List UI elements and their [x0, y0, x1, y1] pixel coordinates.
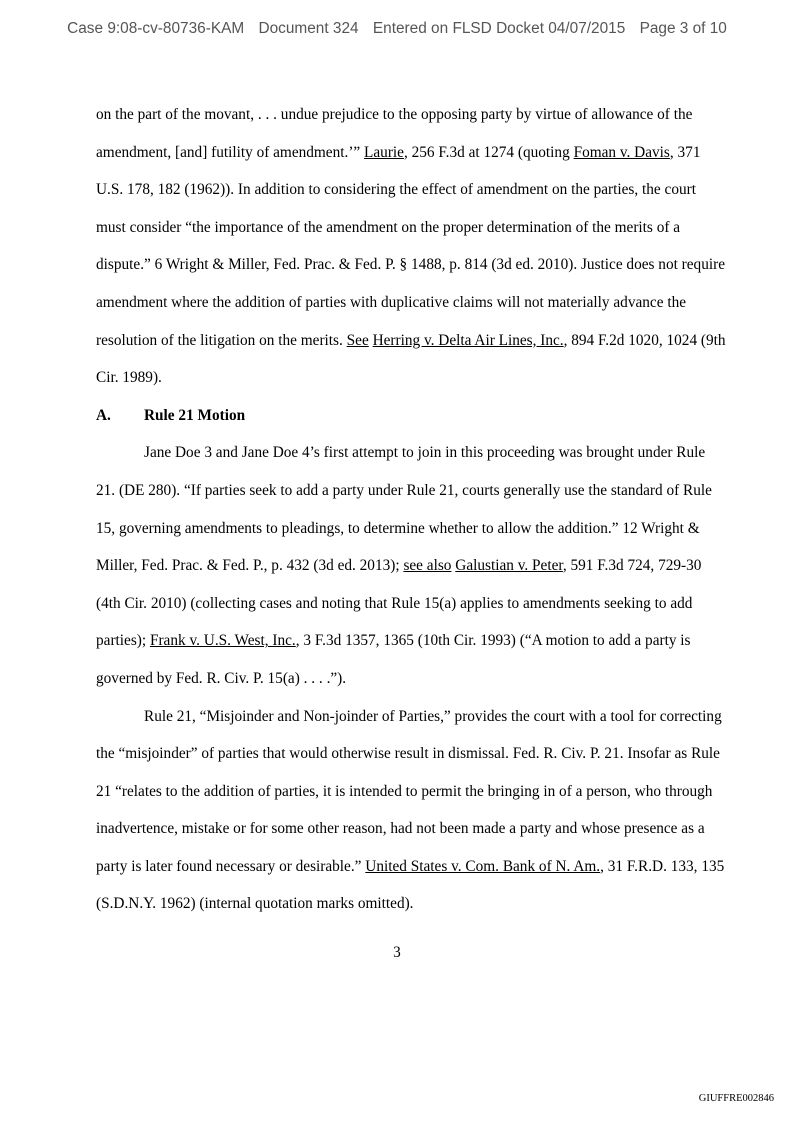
citation-foman: Foman v. Davis — [573, 143, 670, 161]
document-body — [96, 96, 726, 923]
text-run: Rule 21, “Misjoinder and Non-joinder of Parties,” provides the court with a tool for correcting the “misjoinder” of parties that would otherwise result in dismissal. Fed. R. Civ. P. 21. Insofar as Rule 21 “relates to the addition of parties, it is intended to permit the bringing in of a person, who through inadvertence, mistake or for some other reason, had not been made a party and whose presence as a party is later found necessary or desirable.” — [96, 707, 722, 875]
section-title: Rule 21 Motion — [144, 406, 246, 424]
header-entered-date: Entered on FLSD Docket 04/07/2015 — [372, 20, 626, 37]
section-number: A. — [96, 406, 111, 424]
signal-see-also: see also — [403, 557, 452, 575]
text-run: Jane Doe 3 and Jane Doe 4’s first attempt to join in this proceeding was brought under Rule 21. (DE 280). “If parties seek to add a party under Rule 21, courts generally use the standard of Rule 15, governing amendments to pleadings, to determine whether to allow the addition.” 12 Wright & Miller, Fed. Prac. & Fed. P., p. 432 (3d ed. 2013); — [96, 444, 712, 575]
text-run: , 894 F.2d 1020, 1024 (9th Cir. 1989). — [96, 331, 726, 387]
docket-header — [0, 20, 794, 38]
paragraph-rule21-misjoinder — [96, 698, 726, 924]
citation-frank: Frank v. U.S. West, Inc. — [149, 632, 296, 650]
page-number: 3 — [393, 944, 401, 961]
paragraph-amendment-standard — [96, 96, 726, 397]
header-case-number: Case 9:08-cv-80736-KAM — [67, 20, 245, 37]
section-heading — [96, 397, 726, 435]
paragraph-rule21-attempt — [96, 434, 726, 697]
citation-commercial-bank: United States v. Com. Bank of N. Am. — [365, 857, 601, 875]
text-run: , 3 F.3d 1357, 1365 (10th Cir. 1993) (“A motion to add a party is governed by Fed. R. Civ. P. 15(a) . . . .”). — [96, 632, 691, 687]
text-run: , 256 F.3d at 1274 (quoting — [403, 143, 574, 161]
citation-herring: Herring v. Delta Air Lines, Inc. — [372, 331, 564, 349]
header-document-number: Document 324 — [258, 20, 359, 37]
text-run: , 31 F.R.D. 133, 135 (S.D.N.Y. 1962) (internal quotation marks omitted). — [96, 857, 725, 913]
citation-galustian: Galustian v. Peter — [455, 557, 563, 575]
signal-see: See — [346, 331, 369, 349]
text-run: , 371 U.S. 178, 182 (1962)). In addition to considering the effect of amendment on the parties, the court must consider “the importance of the amendment on the proper determination of the merits of a dispute.” 6 Wright & Miller, Fed. Prac. & Fed. P. § 1488, p. 814 (3d ed. 2010). Justice does not require amendment where the addition of parties with duplicative claims will not materially advance the resolution of the litigation on the merits. — [96, 143, 725, 349]
bates-number: GIUFFRE002846 — [698, 1093, 774, 1104]
text-run: on the part of the movant, . . . undue prejudice to the opposing party by virtue of allowance of the amendment, [and] futility of amendment.’” — [96, 106, 693, 161]
text-run: , 591 F.3d 724, 729-30 (4th Cir. 2010) (collecting cases and noting that Rule 15(a) applies to amendments seeking to add parties); — [96, 557, 702, 650]
citation-laurie: Laurie — [364, 143, 404, 161]
header-page-count: Page 3 of 10 — [639, 20, 727, 37]
